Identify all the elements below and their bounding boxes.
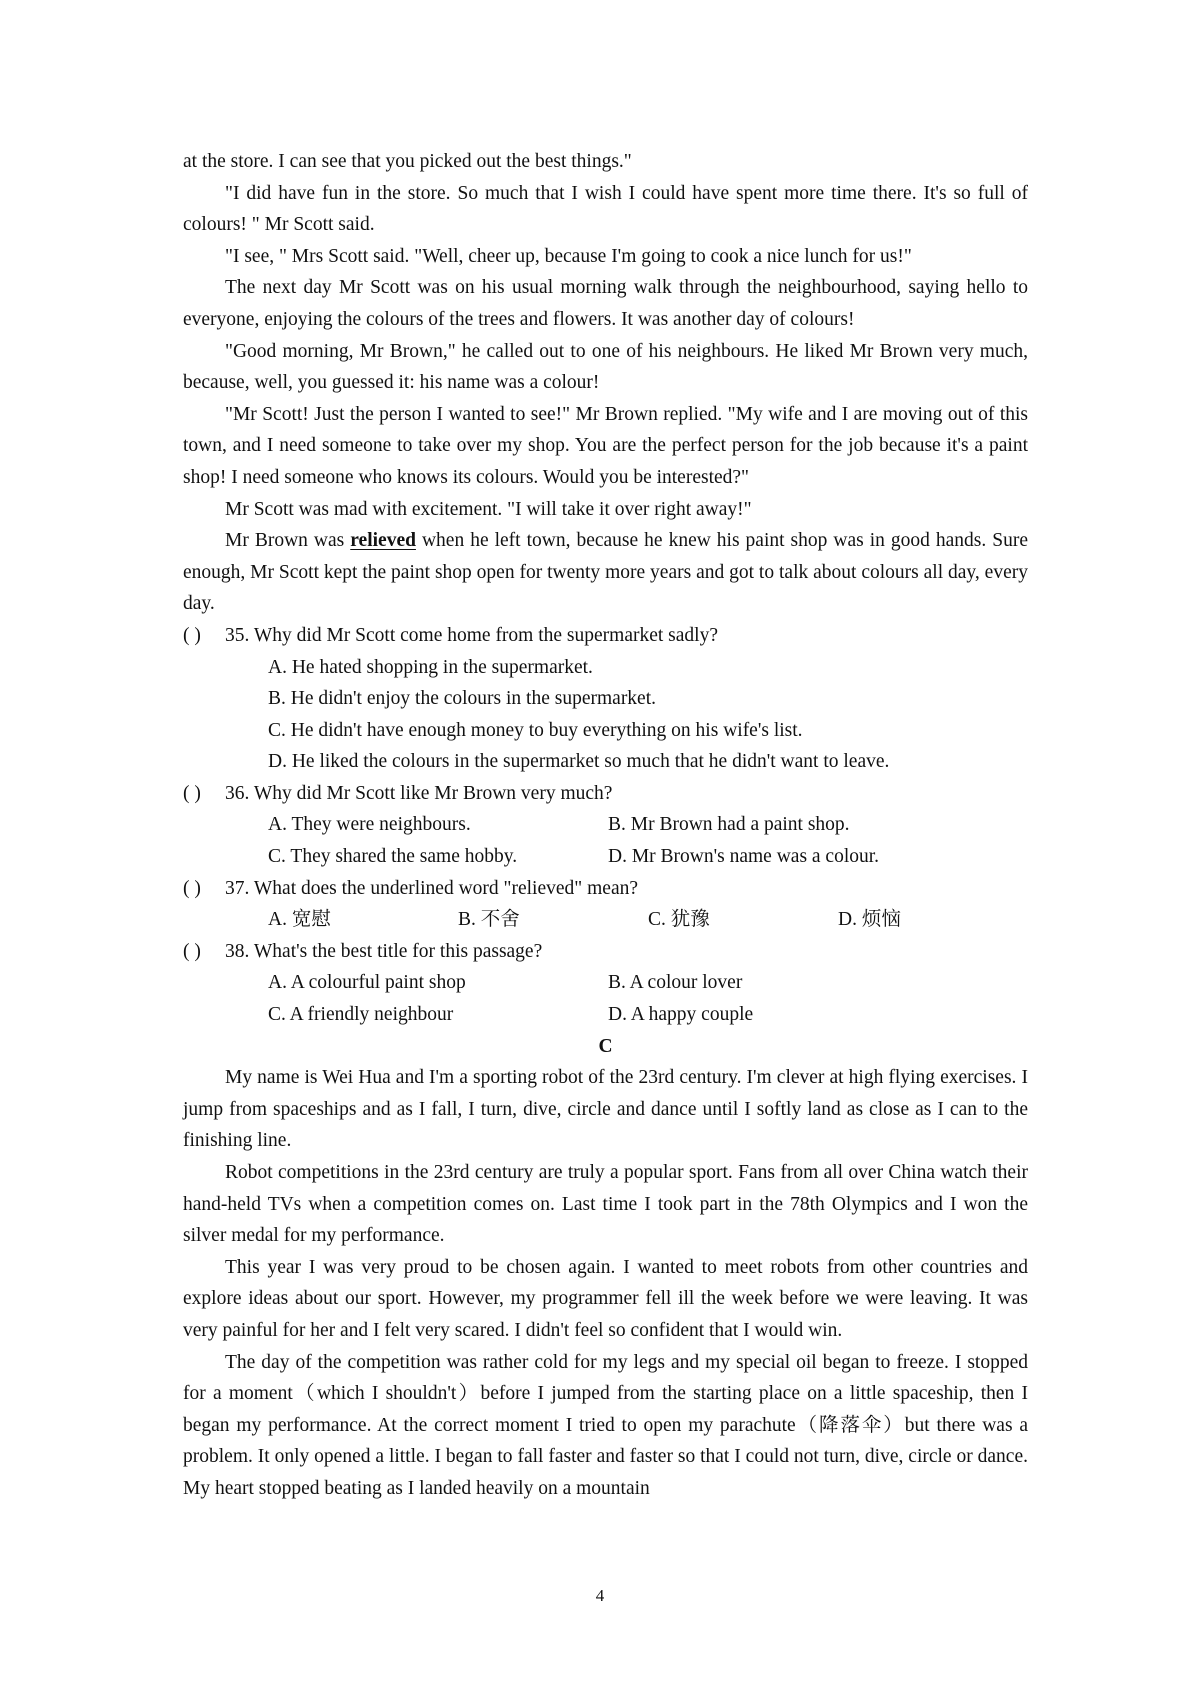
question-text: 35. Why did Mr Scott come home from the supermarket sadly? — [225, 624, 718, 646]
answer-blank: ( ) — [183, 624, 201, 646]
answer-blank: ( ) — [183, 877, 201, 899]
option: B. 不舍 — [458, 909, 520, 931]
option-row — [183, 683, 1028, 715]
option: B. He didn't enjoy the colours in the supermarket. — [268, 688, 657, 710]
option-row — [183, 715, 1028, 747]
question — [183, 873, 1028, 905]
option-row — [183, 904, 1028, 936]
paragraph: My name is Wei Hua and I'm a sporting robot of the 23rd century. I'm clever at high flying exercises. I jump from spaceships and as I fall, I turn, dive, circle and dance until I softly land as close as I can to the finishing line. — [183, 1067, 1028, 1152]
paragraph: "Mr Scott! Just the person I wanted to see!" Mr Brown replied. "My wife and I are moving out of this town, and I need someone to take over my shop. You are the perfect person for the job because it's a paint shop! I need someone who knows its colours. Would you be interested?" — [183, 403, 1028, 488]
option-row — [183, 967, 1028, 999]
text-run: Mr Brown was — [225, 530, 351, 552]
option-row — [183, 652, 1028, 684]
option-row — [183, 841, 1028, 873]
underlined-word: relieved — [350, 530, 416, 552]
option: C. He didn't have enough money to buy everything on his wife's list. — [268, 719, 803, 741]
paragraph: "Good morning, Mr Brown," he called out to one of his neighbours. He liked Mr Brown very much, because, well, you guessed it: his name was a colour! — [183, 340, 1028, 394]
option: A. 宽慰 — [268, 909, 331, 931]
option-row — [183, 999, 1028, 1031]
page-number: 4 — [595, 1586, 605, 1605]
page-content — [183, 146, 1028, 1505]
paragraph: The day of the competition was rather cold for my legs and my special oil began to freeze. I stopped for a moment（which I shouldn't）before I jumped from the starting place on a little spaceship, then I began my performance. At the correct moment I tried to open my parachute（降落伞）but there was a problem. It only opened a little. I began to fall faster and faster so that I could not turn, dive, circle or dance. My heart stopped beating as I landed heavily on a mountain — [183, 1351, 1028, 1499]
question-text: 37. What does the underlined word "relieved" mean? — [225, 877, 639, 899]
text-run: when he left town, because he knew his paint shop was in good hands. Sure enough, Mr Scott kept the paint shop open for twenty more years and got to talk about colours all day, every day. — [183, 530, 1028, 615]
option: A. He hated shopping in the supermarket. — [268, 656, 593, 678]
option: C. A friendly neighbour — [268, 1004, 454, 1026]
option-row — [183, 746, 1028, 778]
question — [183, 778, 1028, 810]
option: A. They were neighbours. — [268, 814, 471, 836]
paragraph — [183, 525, 1028, 620]
option: B. A colour lover — [608, 972, 743, 994]
option: D. Mr Brown's name was a colour. — [608, 846, 880, 868]
question — [183, 936, 1028, 968]
paragraph: The next day Mr Scott was on his usual morning walk through the neighbourhood, saying hello to everyone, enjoying the colours of the trees and flowers. It was another day of colours! — [183, 277, 1028, 330]
paragraph: at the store. I can see that you picked out the best things." — [183, 151, 632, 172]
paragraph: "I did have fun in the store. So much that I wish I could have spent more time there. It's so full of colours! " Mr Scott said. — [183, 182, 1028, 236]
option: C. They shared the same hobby. — [268, 846, 518, 868]
question-text: 38. What's the best title for this passage? — [225, 940, 543, 962]
paragraph: "I see, " Mrs Scott said. "Well, cheer up, because I'm going to cook a nice lunch for us!" — [225, 245, 912, 267]
option: D. 烦恼 — [838, 909, 901, 931]
question-text: 36. Why did Mr Scott like Mr Brown very much? — [225, 782, 613, 804]
paragraph: This year I was very proud to be chosen again. I wanted to meet robots from other countries and explore ideas about our sport. However, my programmer fell ill the week before we were leaving. It was very painful for her and I felt very scared. I didn't feel so confident that I would win. — [183, 1256, 1028, 1341]
answer-blank: ( ) — [183, 782, 201, 804]
option: D. A happy couple — [608, 1004, 754, 1026]
section-heading: C — [598, 1035, 613, 1057]
option: A. A colourful paint shop — [268, 972, 466, 994]
option-row — [183, 809, 1028, 841]
paragraph: Robot competitions in the 23rd century are truly a popular sport. Fans from all over China watch their hand-held TVs when a competition comes on. Last time I took part in the 78th Olympics and I won the silver medal for my performance. — [183, 1162, 1028, 1247]
paragraph: Mr Scott was mad with excitement. "I will take it over right away!" — [225, 498, 752, 520]
question — [183, 620, 1028, 652]
option: C. 犹豫 — [648, 909, 710, 931]
option: D. He liked the colours in the supermarket so much that he didn't want to leave. — [268, 751, 890, 773]
answer-blank: ( ) — [183, 940, 201, 962]
option: B. Mr Brown had a paint shop. — [608, 814, 850, 836]
